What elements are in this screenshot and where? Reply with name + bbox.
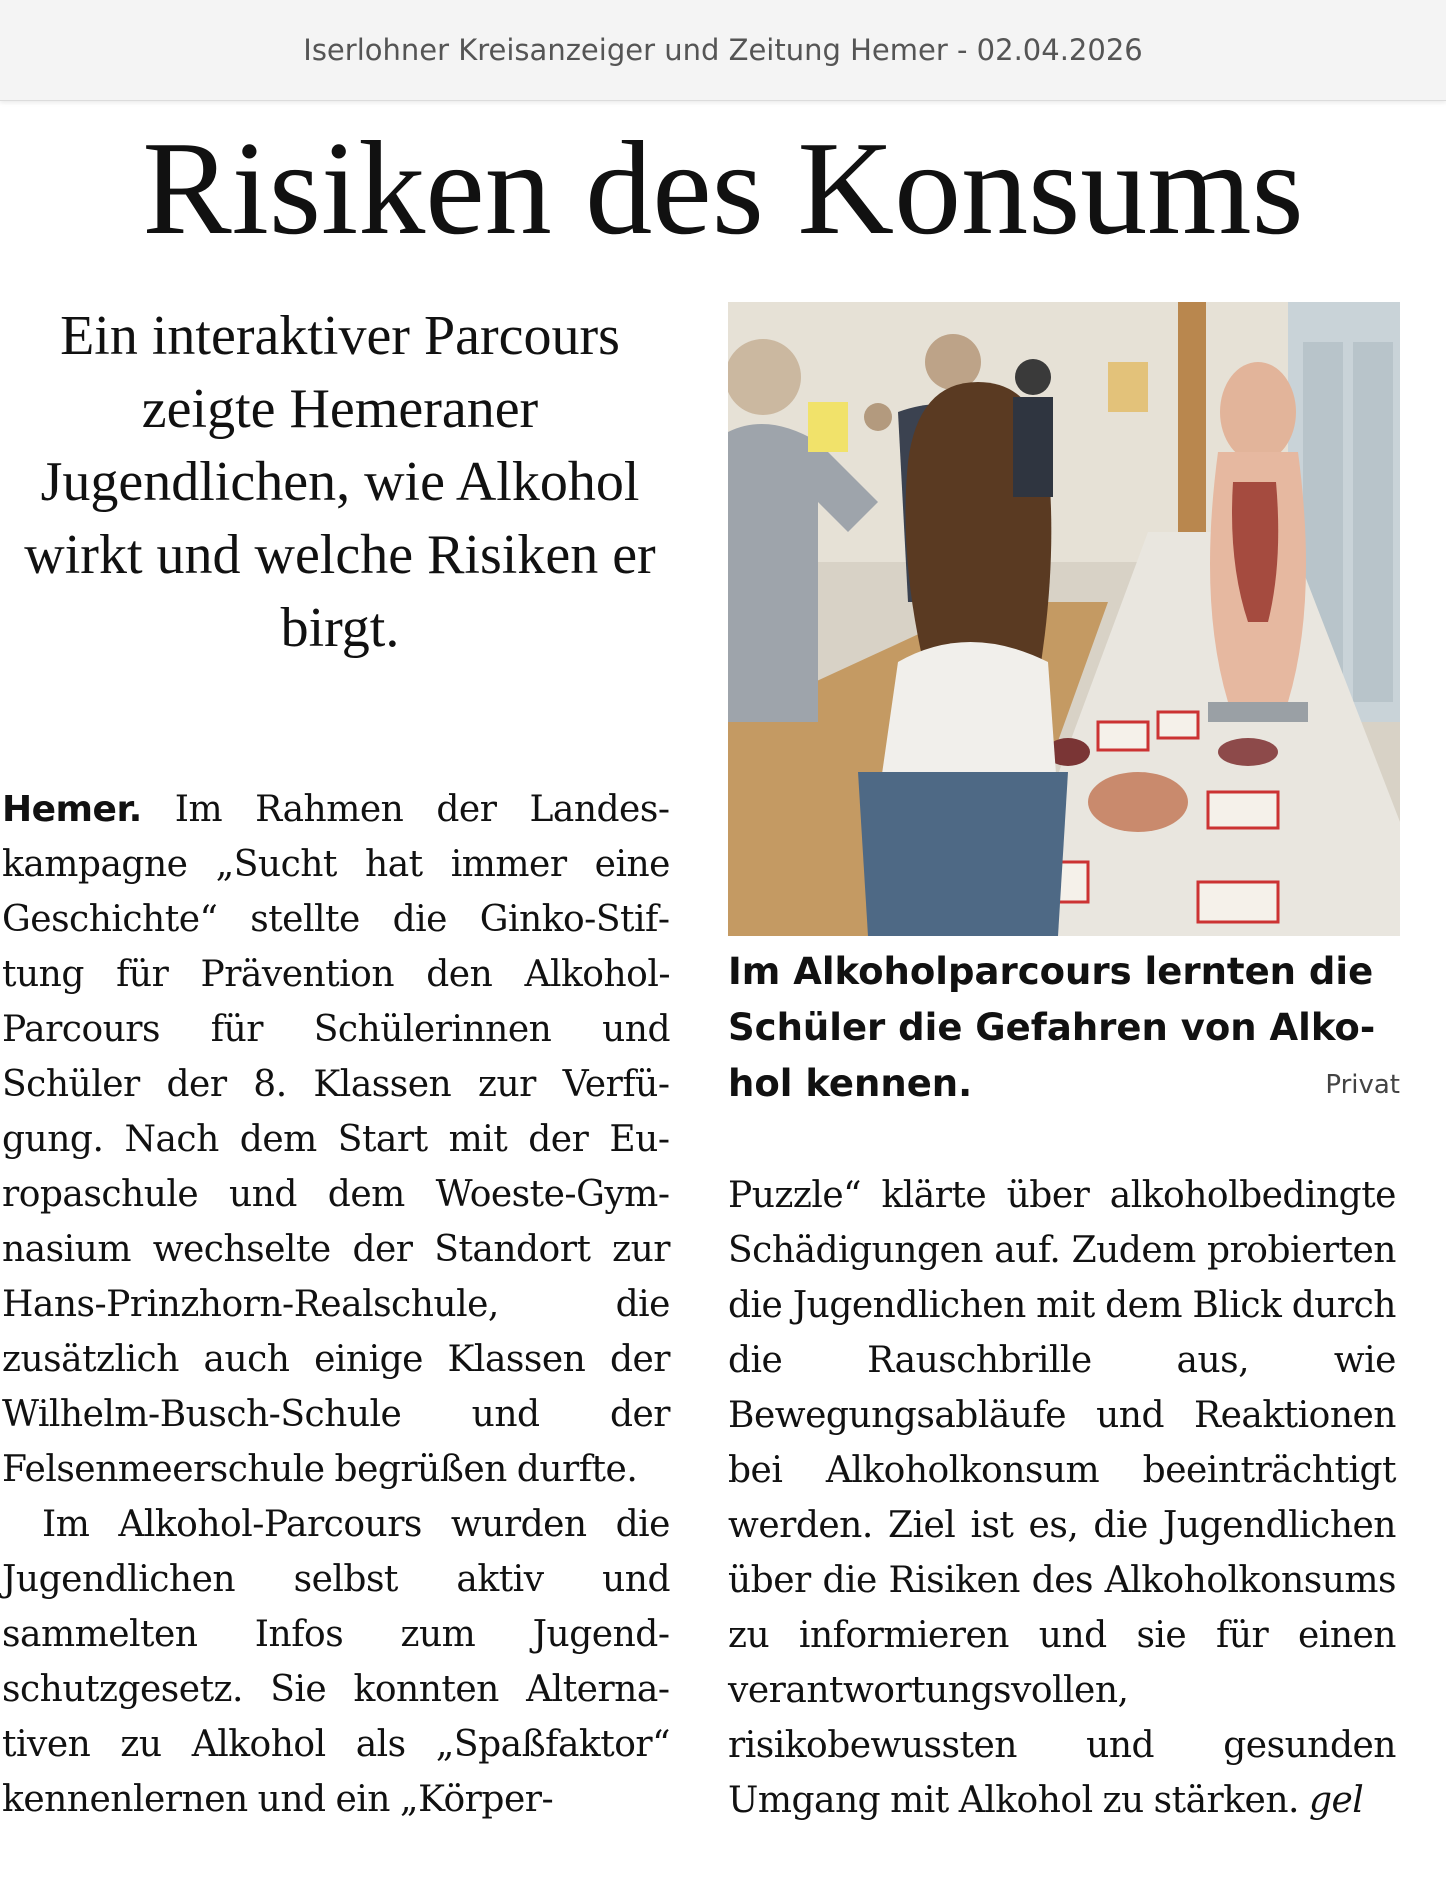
photo-credit: Privat (1325, 1070, 1400, 1100)
article-headline: Risiken des Konsums (142, 114, 1304, 262)
dateline: Hemer. (2, 789, 142, 830)
article-column-left (2, 782, 670, 1827)
article-paragraph-1 (2, 782, 670, 1497)
photo-illustration (728, 302, 1400, 936)
article-paragraph-2: Im Alkohol-Parcours wurden die Jugendlichen selbst aktiv und sammelten Infos zum Jugendschutzgesetz. Sie konnten Alternativen zu Alkohol als „Spaßfaktor“ kennenlernen und ein „Körper- (2, 1504, 670, 1820)
paragraph-2-continued-text: Puzzle“ klärte über alkoholbedingte Schädigungen auf. Zudem probierten die Jugendlichen mit dem Blick durch die Rauschbrille aus, wie Bewegungsabläufe und Reaktionen bei Alkoholkonsum beeinträchtigt werden. Ziel ist es, die Jugendlichen über die Risiken des Alkoholkonsums zu informieren und sie für einen verantwortungsvollen, risikobewussten und gesunden Umgang mit Alkohol zu stärken. (728, 1175, 1396, 1821)
publication-title: Iserlohner Kreisanzeiger und Zeitung Hemer - 02.04.2026 (303, 33, 1143, 67)
author-initials: gel (1308, 1780, 1364, 1821)
publication-bar (0, 0, 1446, 101)
article-subhead: Ein interaktiver Parcours zeigte Hemeraner Jugendlichen, wie Alkohol wirkt und welche Risiken er birgt. (24, 305, 656, 659)
article-photo (728, 302, 1400, 936)
paragraph-1-text: Im Rahmen der Landeskampagne „Sucht hat immer eine Geschichte“ stellte die Ginko-Stiftung für Prävention den Alkohol-Parcours für Schülerinnen und Schüler der 8. Klassen zur Verfügung. Nach dem Start mit der Europaschule und dem Woeste-Gymnasium wechselte der Standort zur Hans-Prinzhorn-Realschule, die zusätzlich auch einige Klassen der Wilhelm-Busch-Schule und der Felsenmeerschule begrüßen durfte. (2, 789, 670, 1490)
photo-caption: Im Alkoholparcours lernten die Schüler die Gefahren von Alkohol kennen. (728, 950, 1376, 1105)
article-column-right (728, 1168, 1396, 1828)
article-paragraph-2-continued (728, 1168, 1396, 1828)
